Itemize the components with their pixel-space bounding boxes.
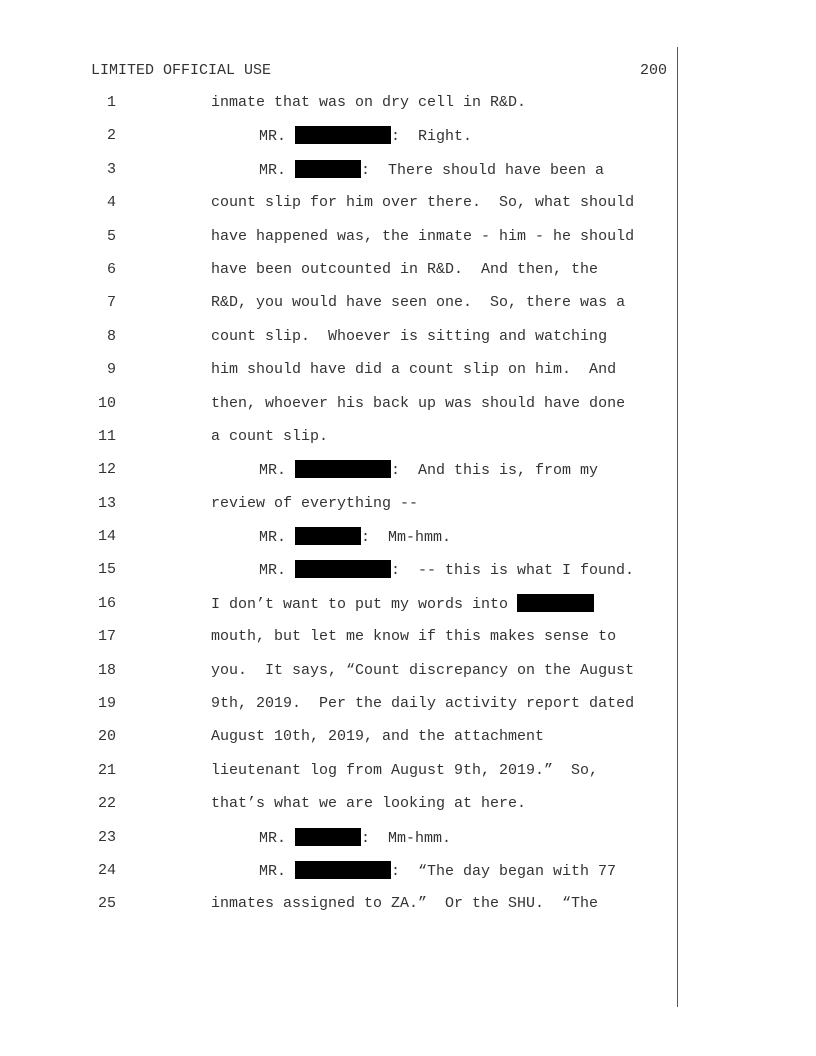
line-number: 18 <box>97 661 116 679</box>
line-text <box>259 560 634 581</box>
redaction-box <box>517 594 594 612</box>
transcript-line <box>0 260 680 293</box>
line-text: have happened was, the inmate - him - he should <box>211 227 635 245</box>
line-text: count slip for him over there. So, what should <box>211 194 635 212</box>
line-text: count slip. Whoever is sitting and watching <box>211 327 608 345</box>
speaker-prefix: MR. <box>259 829 296 847</box>
line-text <box>211 594 594 615</box>
page-header <box>91 61 667 81</box>
line-number: 17 <box>97 628 116 646</box>
line-text: inmate that was on dry cell in R&D. <box>211 94 527 111</box>
line-text: mouth, but let me know if this makes sense to <box>211 628 617 646</box>
transcript-line <box>0 394 680 427</box>
line-text <box>259 126 472 147</box>
transcript-line <box>0 594 680 627</box>
line-number: 9 <box>106 361 116 379</box>
line-number: 20 <box>97 728 116 746</box>
transcript-line <box>0 694 680 727</box>
line-text: that’s what we are looking at here. <box>211 795 527 813</box>
line-number: 16 <box>97 594 116 612</box>
line-number: 13 <box>97 494 116 512</box>
line-number: 3 <box>106 160 116 178</box>
speaker-prefix: MR. <box>259 161 296 179</box>
line-number: 19 <box>97 695 116 713</box>
transcript-line <box>0 227 680 260</box>
line-number: 10 <box>97 394 116 412</box>
line-number: 7 <box>106 294 116 312</box>
line-text-start: I don’t want to put my words into <box>211 595 518 613</box>
line-text: 9th, 2019. Per the daily activity report dated <box>211 695 635 713</box>
transcript-line <box>0 527 680 560</box>
line-text: you. It says, “Count discrepancy on the August <box>211 661 635 679</box>
line-number: 21 <box>97 761 116 779</box>
transcript-line <box>0 193 680 226</box>
transcript-body <box>0 93 680 928</box>
redaction-box <box>295 527 361 545</box>
line-text-rest: : And this is, from my <box>391 462 599 480</box>
speaker-prefix: MR. <box>259 128 296 146</box>
line-number: 1 <box>106 94 116 111</box>
transcript-line <box>0 861 680 894</box>
redaction-box <box>295 861 391 879</box>
line-text <box>259 460 598 481</box>
line-number: 25 <box>97 895 116 913</box>
transcript-line <box>0 460 680 493</box>
redaction-box <box>295 460 391 478</box>
transcript-line <box>0 828 680 861</box>
line-text: R&D, you would have seen one. So, there was a <box>211 294 626 312</box>
line-text: a count slip. <box>211 427 329 445</box>
line-number: 23 <box>97 828 116 846</box>
transcript-line <box>0 327 680 360</box>
classification-marking: LIMITED OFFICIAL USE <box>91 62 272 79</box>
line-text: him should have did a count slip on him. And <box>211 361 617 379</box>
line-number: 22 <box>97 795 116 813</box>
redaction-box <box>295 560 391 578</box>
line-text: review of everything -- <box>211 494 419 512</box>
transcript-line <box>0 727 680 760</box>
line-text <box>259 160 604 181</box>
transcript-line <box>0 126 680 159</box>
line-number: 5 <box>106 227 116 245</box>
redaction-box <box>295 828 361 846</box>
speaker-prefix: MR. <box>259 862 296 880</box>
transcript-line <box>0 160 680 193</box>
line-text-rest: : -- this is what I found. <box>391 562 635 580</box>
transcript-line <box>0 427 680 460</box>
line-text-rest: : Mm-hmm. <box>361 529 452 547</box>
transcript-line <box>0 93 680 126</box>
transcript-line <box>0 494 680 527</box>
redaction-box <box>295 126 391 144</box>
line-text <box>259 861 616 882</box>
line-text <box>259 828 451 849</box>
line-text <box>259 527 451 548</box>
speaker-prefix: MR. <box>259 462 296 480</box>
speaker-prefix: MR. <box>259 562 296 580</box>
line-text-rest: : Right. <box>391 128 473 146</box>
line-number: 4 <box>106 194 116 212</box>
line-number: 8 <box>106 327 116 345</box>
transcript-line <box>0 794 680 827</box>
line-text-rest: : “The day began with 77 <box>391 862 617 880</box>
line-number: 24 <box>97 861 116 879</box>
line-number: 15 <box>97 561 116 579</box>
transcript-line <box>0 560 680 593</box>
transcript-line <box>0 894 680 927</box>
line-text-rest: : Mm-hmm. <box>361 829 452 847</box>
transcript-line <box>0 627 680 660</box>
line-number: 14 <box>97 528 116 546</box>
transcript-line <box>0 360 680 393</box>
transcript-line <box>0 661 680 694</box>
page-number: 200 <box>639 62 667 79</box>
line-text: August 10th, 2019, and the attachment <box>211 728 545 746</box>
line-text-rest: : There should have been a <box>361 161 605 179</box>
transcript-line <box>0 293 680 326</box>
transcript-line <box>0 761 680 794</box>
line-text: then, whoever his back up was should have done <box>211 394 626 412</box>
line-number: 6 <box>106 260 116 278</box>
redaction-box <box>295 160 361 178</box>
speaker-prefix: MR. <box>259 529 296 547</box>
line-text: lieutenant log from August 9th, 2019.” So, <box>211 761 599 779</box>
line-number: 2 <box>106 127 116 145</box>
line-text: inmates assigned to ZA.” Or the SHU. “The <box>211 895 599 913</box>
line-number: 11 <box>97 427 116 445</box>
line-number: 12 <box>97 461 116 479</box>
line-text: have been outcounted in R&D. And then, the <box>211 260 599 278</box>
